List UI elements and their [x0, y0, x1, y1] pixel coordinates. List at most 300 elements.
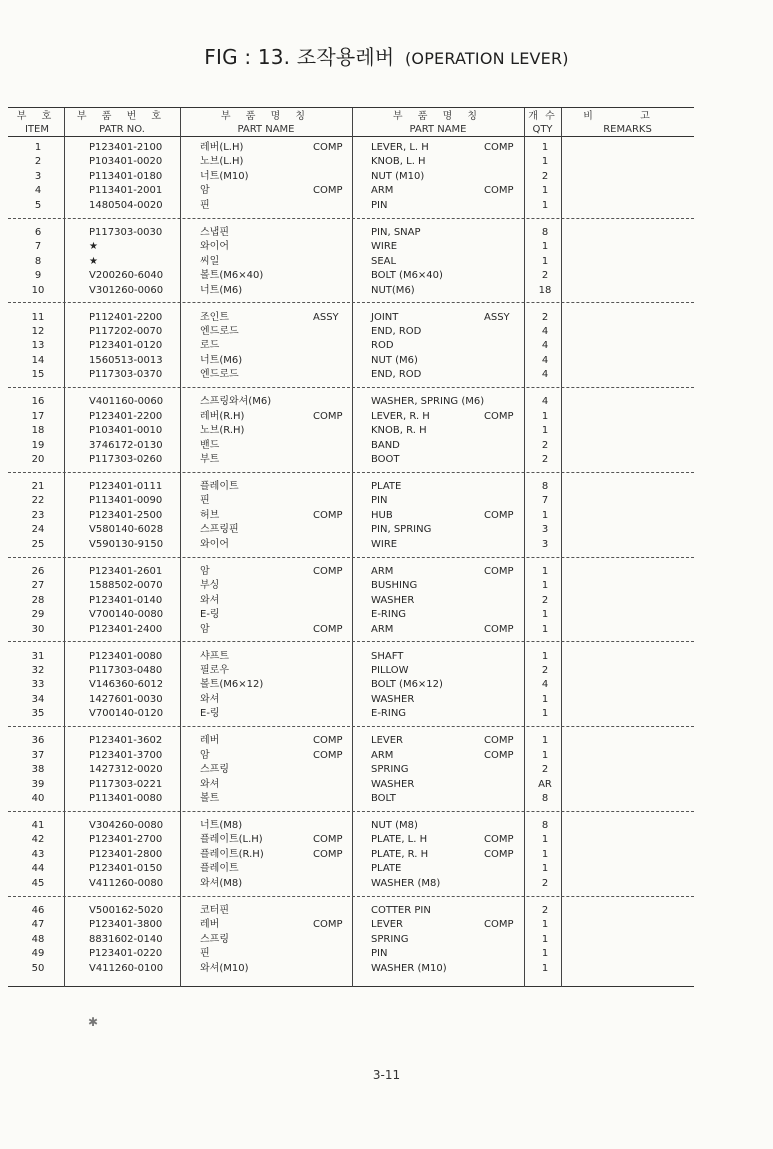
- qty-cell: 2: [541, 764, 549, 776]
- table-row: [0, 947, 773, 961]
- comp-en-cell: COMP: [484, 834, 514, 846]
- qty-cell: 1: [541, 509, 549, 521]
- part-no-cell: 1588502-0070: [89, 580, 163, 592]
- part-no-cell: P117202-0070: [89, 325, 163, 337]
- qty-cell: 7: [541, 495, 549, 507]
- table-row: [0, 424, 773, 438]
- item-cell: 47: [31, 919, 45, 931]
- part-name-en-cell: PIN: [371, 199, 388, 211]
- comp-ko-cell: COMP: [313, 848, 343, 860]
- qty-cell: 1: [541, 933, 549, 945]
- item-cell: 38: [31, 764, 45, 776]
- part-no-cell: V590130-9150: [89, 538, 164, 550]
- part-name-ko-cell: 와셔: [200, 594, 220, 606]
- table-row: [0, 707, 773, 721]
- item-cell: 12: [31, 325, 45, 337]
- item-cell: 1: [34, 142, 42, 153]
- part-no-cell: P123401-0150: [89, 863, 163, 875]
- header-item: 부 호 ITEM: [16, 111, 58, 135]
- table-row: [0, 368, 773, 382]
- table-row: [0, 962, 773, 976]
- part-no-cell: P123401-3700: [89, 749, 163, 761]
- part-no-cell: P123401-0220: [89, 948, 163, 960]
- qty-cell: 18: [538, 284, 552, 296]
- table-row: [0, 608, 773, 622]
- part-name-ko-cell: 플레이트: [200, 481, 239, 492]
- part-name-ko-cell: 필로우: [200, 664, 229, 676]
- item-cell: 50: [31, 962, 45, 974]
- part-name-ko-cell: 레버(R.H): [200, 410, 245, 422]
- item-cell: 36: [31, 735, 45, 747]
- part-name-en-cell: WIRE: [371, 241, 398, 253]
- table-row: [0, 918, 773, 932]
- part-name-ko-cell: 핀: [200, 948, 210, 960]
- part-name-en-cell: WIRE: [371, 538, 398, 550]
- group-separator: [8, 472, 694, 473]
- table-row: [0, 862, 773, 876]
- table-row: [0, 269, 773, 283]
- table-row: [0, 325, 773, 339]
- qty-cell: 2: [541, 454, 549, 466]
- part-name-en-cell: BOOT: [371, 454, 400, 466]
- part-name-en-cell: COTTER PIN: [371, 904, 431, 916]
- qty-cell: 1: [541, 410, 549, 422]
- part-name-ko-cell: 스프링와셔(M6): [200, 396, 272, 408]
- part-name-en-cell: WASHER (M10): [371, 962, 447, 974]
- part-name-en-cell: PIN, SNAP: [371, 226, 421, 238]
- part-name-en-cell: ROD: [371, 340, 394, 352]
- item-cell: 20: [31, 454, 45, 466]
- comp-en-cell: ASSY: [484, 311, 510, 323]
- part-no-cell: 1427601-0030: [89, 693, 163, 705]
- qty-cell: 1: [541, 848, 549, 860]
- part-no-cell: 1560513-0013: [89, 354, 163, 366]
- item-cell: 26: [31, 565, 45, 577]
- part-name-ko-cell: 레버(L.H): [200, 142, 244, 153]
- part-no-cell: P123401-2800: [89, 848, 163, 860]
- part-no-cell: 1427312-0020: [89, 764, 163, 776]
- part-name-ko-cell: 너트(M6): [200, 354, 243, 366]
- qty-cell: 1: [541, 735, 549, 747]
- part-name-en-cell: NUT (M6): [371, 354, 418, 366]
- table-row: [0, 170, 773, 184]
- qty-cell: 4: [541, 340, 549, 352]
- table-row: [0, 579, 773, 593]
- part-name-ko-cell: E-링: [200, 609, 220, 621]
- item-cell: 13: [31, 340, 45, 352]
- qty-cell: 2: [541, 270, 549, 282]
- part-name-ko-cell: 노브(L.H): [200, 156, 244, 168]
- part-no-cell: V301260-0060: [89, 284, 164, 296]
- table-bottom-rule: [8, 986, 694, 987]
- table-row: [0, 819, 773, 833]
- item-cell: 34: [31, 693, 45, 705]
- table-row: [0, 623, 773, 637]
- part-no-cell: P123401-0080: [89, 650, 163, 662]
- comp-ko-cell: COMP: [313, 623, 343, 635]
- part-name-en-cell: PLATE, R. H: [371, 848, 429, 860]
- part-no-cell: P103401-0020: [89, 156, 163, 168]
- part-name-en-cell: WASHER: [371, 594, 415, 606]
- item-cell: 46: [31, 904, 45, 916]
- qty-cell: 4: [541, 679, 549, 691]
- table-row: [0, 763, 773, 777]
- comp-ko-cell: COMP: [313, 834, 343, 846]
- part-no-cell: P117303-0480: [89, 664, 163, 676]
- comp-en-cell: COMP: [484, 565, 514, 577]
- table-row: [0, 255, 773, 269]
- qty-cell: 1: [541, 255, 549, 267]
- part-no-cell: V700140-0120: [89, 708, 164, 720]
- header-qty: 개 수 QTY: [528, 111, 557, 135]
- part-name-en-cell: ARM: [371, 185, 394, 197]
- part-name-ko-cell: 샤프트: [200, 650, 229, 662]
- item-cell: 30: [31, 623, 45, 635]
- part-name-en-cell: END, ROD: [371, 369, 422, 381]
- part-no-cell: P123401-0140: [89, 594, 163, 606]
- part-name-ko-cell: E-링: [200, 708, 220, 720]
- qty-cell: 8: [541, 793, 549, 805]
- table-row: [0, 240, 773, 254]
- part-name-en-cell: SPRING: [371, 764, 409, 776]
- page-number: 3-11: [372, 1068, 401, 1082]
- qty-cell: 1: [541, 834, 549, 846]
- part-name-ko-cell: 와이어: [200, 538, 229, 550]
- item-cell: 35: [31, 708, 45, 720]
- table-row: [0, 933, 773, 947]
- table-row: [0, 664, 773, 678]
- qty-cell: 1: [541, 142, 549, 153]
- part-no-cell: ★: [89, 255, 98, 267]
- part-name-en-cell: KNOB, L. H: [371, 156, 426, 168]
- qty-cell: 8: [541, 820, 549, 831]
- qty-cell: 4: [541, 325, 549, 337]
- qty-cell: 4: [541, 369, 549, 381]
- item-cell: 8: [34, 255, 42, 267]
- part-no-cell: V401160-0060: [89, 396, 164, 408]
- qty-cell: 1: [541, 749, 549, 761]
- part-no-cell: P123401-0111: [89, 481, 163, 492]
- comp-ko-cell: COMP: [313, 735, 343, 747]
- part-no-cell: P123401-2200: [89, 410, 163, 422]
- qty-cell: 4: [541, 396, 549, 408]
- part-name-ko-cell: 레버: [200, 735, 220, 747]
- part-no-cell: P113401-0180: [89, 170, 163, 182]
- item-cell: 24: [31, 524, 45, 536]
- qty-cell: 2: [541, 170, 549, 182]
- part-no-cell: P112401-2200: [89, 311, 163, 323]
- item-cell: 32: [31, 664, 45, 676]
- table-row: [0, 509, 773, 523]
- item-cell: 9: [34, 270, 42, 282]
- part-name-ko-cell: 스냅핀: [200, 226, 229, 238]
- group-separator: [8, 557, 694, 558]
- part-no-cell: P117303-0370: [89, 369, 163, 381]
- qty-cell: 1: [541, 650, 549, 662]
- part-name-ko-cell: 와이어: [200, 241, 229, 253]
- header-part-name-en: 부 품 명 칭 PART NAME: [392, 111, 484, 135]
- part-name-en-cell: NUT (M8): [371, 820, 418, 831]
- part-no-cell: ★: [89, 241, 98, 253]
- part-name-ko-cell: 엔드로드: [200, 369, 239, 381]
- part-name-ko-cell: 밴드: [200, 439, 220, 451]
- item-cell: 33: [31, 679, 45, 691]
- table-row: [0, 155, 773, 169]
- comp-ko-cell: COMP: [313, 185, 343, 197]
- qty-cell: 8: [541, 481, 549, 492]
- part-no-cell: P123401-2601: [89, 565, 163, 577]
- item-cell: 45: [31, 877, 45, 889]
- part-name-en-cell: WASHER (M8): [371, 877, 441, 889]
- part-name-en-cell: SEAL: [371, 255, 397, 267]
- part-name-en-cell: E-RING: [371, 609, 407, 621]
- part-name-en-cell: PIN: [371, 948, 388, 960]
- header-part-no: 부 품 번 호 PATR NO.: [76, 111, 168, 135]
- comp-ko-cell: COMP: [313, 919, 343, 931]
- part-name-en-cell: LEVER: [371, 919, 403, 931]
- part-no-cell: V500162-5020: [89, 904, 164, 916]
- part-name-ko-cell: 핀: [200, 495, 210, 507]
- header-part-name-ko: 부 품 명 칭 PART NAME: [220, 111, 312, 135]
- item-cell: 42: [31, 834, 45, 846]
- part-name-en-cell: ARM: [371, 623, 394, 635]
- item-cell: 40: [31, 793, 45, 805]
- part-name-ko-cell: 허브: [200, 509, 220, 521]
- item-cell: 10: [31, 284, 45, 296]
- part-name-en-cell: ARM: [371, 565, 394, 577]
- part-name-ko-cell: 스프링: [200, 933, 229, 945]
- part-name-ko-cell: 암: [200, 749, 210, 761]
- part-name-ko-cell: 플레이트(L.H): [200, 834, 263, 846]
- table-row: [0, 226, 773, 240]
- qty-cell: 2: [541, 439, 549, 451]
- item-cell: 22: [31, 495, 45, 507]
- part-name-ko-cell: 와셔: [200, 778, 220, 790]
- table-row: [0, 199, 773, 213]
- qty-cell: 3: [541, 524, 549, 536]
- table-row: [0, 410, 773, 424]
- part-name-ko-cell: 너트(M8): [200, 820, 243, 831]
- part-name-en-cell: JOINT: [371, 311, 399, 323]
- part-no-cell: V304260-0080: [89, 820, 164, 831]
- part-no-cell: P117303-0221: [89, 778, 163, 790]
- qty-cell: 1: [541, 863, 549, 875]
- part-no-cell: P113401-0080: [89, 793, 163, 805]
- part-no-cell: 3746172-0130: [89, 439, 163, 451]
- item-cell: 28: [31, 594, 45, 606]
- table-row: [0, 354, 773, 368]
- comp-en-cell: COMP: [484, 749, 514, 761]
- qty-cell: 1: [541, 185, 549, 197]
- part-name-en-cell: NUT(M6): [371, 284, 415, 296]
- qty-cell: 1: [541, 623, 549, 635]
- part-no-cell: P123401-3800: [89, 919, 163, 931]
- comp-ko-cell: COMP: [313, 749, 343, 761]
- part-name-en-cell: BAND: [371, 439, 400, 451]
- qty-cell: 1: [541, 425, 549, 437]
- qty-cell: 3: [541, 538, 549, 550]
- part-name-ko-cell: 스프링: [200, 764, 229, 776]
- table-row: [0, 141, 773, 155]
- table-row: [0, 833, 773, 847]
- part-name-ko-cell: 암: [200, 565, 210, 577]
- qty-cell: 1: [541, 948, 549, 960]
- group-separator: [8, 726, 694, 727]
- comp-ko-cell: COMP: [313, 410, 343, 422]
- item-cell: 27: [31, 580, 45, 592]
- table-row: [0, 693, 773, 707]
- qty-cell: 1: [541, 199, 549, 211]
- item-cell: 23: [31, 509, 45, 521]
- part-no-cell: 8831602-0140: [89, 933, 163, 945]
- part-no-cell: V146360-6012: [89, 679, 164, 691]
- part-name-en-cell: WASHER: [371, 693, 415, 705]
- item-cell: 17: [31, 410, 45, 422]
- table-row: [0, 792, 773, 806]
- group-separator: [8, 387, 694, 388]
- part-no-cell: P113401-2001: [89, 185, 163, 197]
- item-cell: 21: [31, 481, 45, 492]
- part-no-cell: P123401-3602: [89, 735, 163, 747]
- header-bottom-rule: [8, 136, 694, 137]
- part-name-en-cell: PIN, SPRING: [371, 524, 432, 536]
- part-name-en-cell: PLATE: [371, 863, 402, 875]
- part-name-ko-cell: 핀: [200, 199, 210, 211]
- table-row: [0, 538, 773, 552]
- part-no-cell: P123401-2500: [89, 509, 163, 521]
- part-no-cell: V411260-0080: [89, 877, 164, 889]
- part-no-cell: V411260-0100: [89, 962, 164, 974]
- part-name-en-cell: SPRING: [371, 933, 409, 945]
- part-name-ko-cell: 암: [200, 623, 210, 635]
- comp-en-cell: COMP: [484, 919, 514, 931]
- part-name-en-cell: WASHER, SPRING (M6): [371, 396, 485, 408]
- item-cell: 31: [31, 650, 45, 662]
- item-cell: 7: [34, 241, 42, 253]
- table-row: [0, 749, 773, 763]
- table-row: [0, 494, 773, 508]
- part-name-ko-cell: 와셔(M10): [200, 962, 249, 974]
- part-name-ko-cell: 스프링핀: [200, 524, 239, 536]
- item-cell: 11: [31, 311, 45, 323]
- comp-ko-cell: COMP: [313, 142, 343, 153]
- part-name-en-cell: WASHER: [371, 778, 415, 790]
- qty-cell: 1: [541, 609, 549, 621]
- group-separator: [8, 811, 694, 812]
- part-name-en-cell: BOLT (M6×12): [371, 679, 443, 691]
- qty-cell: 2: [541, 664, 549, 676]
- part-no-cell: V700140-0080: [89, 609, 164, 621]
- table-row: [0, 339, 773, 353]
- part-name-ko-cell: 엔드로드: [200, 325, 239, 337]
- item-cell: 48: [31, 933, 45, 945]
- group-separator: [8, 302, 694, 303]
- part-no-cell: P117303-0260: [89, 454, 163, 466]
- comp-en-cell: COMP: [484, 410, 514, 422]
- comp-en-cell: COMP: [484, 142, 514, 153]
- comp-ko-cell: ASSY: [313, 311, 339, 323]
- part-name-en-cell: HUB: [371, 509, 393, 521]
- part-name-ko-cell: 부트: [200, 454, 220, 466]
- qty-cell: 1: [541, 241, 549, 253]
- part-name-en-cell: PILLOW: [371, 664, 409, 676]
- item-cell: 6: [34, 226, 42, 238]
- item-cell: 14: [31, 354, 45, 366]
- table-row: [0, 395, 773, 409]
- part-name-ko-cell: 씨일: [200, 255, 220, 267]
- table-row: [0, 848, 773, 862]
- part-no-cell: P123401-2400: [89, 623, 163, 635]
- part-name-en-cell: BOLT: [371, 793, 396, 805]
- item-cell: 5: [34, 199, 42, 211]
- part-name-en-cell: E-RING: [371, 708, 407, 720]
- item-cell: 2: [34, 156, 42, 168]
- qty-cell: 2: [541, 311, 549, 323]
- qty-cell: 8: [541, 226, 549, 238]
- part-name-ko-cell: 너트(M10): [200, 170, 249, 182]
- item-cell: 41: [31, 820, 45, 831]
- part-no-cell: P117303-0030: [89, 226, 163, 238]
- table-row: [0, 439, 773, 453]
- qty-cell: 1: [541, 919, 549, 931]
- item-cell: 15: [31, 369, 45, 381]
- part-name-ko-cell: 부싱: [200, 580, 220, 592]
- part-name-en-cell: PLATE, L. H: [371, 834, 428, 846]
- part-no-cell: P123401-2100: [89, 142, 163, 153]
- part-no-cell: P123401-0120: [89, 340, 163, 352]
- part-name-ko-cell: 플레이트: [200, 863, 239, 875]
- part-name-ko-cell: 로드: [200, 340, 220, 352]
- table-row: [0, 453, 773, 467]
- part-name-ko-cell: 와셔(M8): [200, 877, 243, 889]
- item-cell: 43: [31, 848, 45, 860]
- part-name-en-cell: KNOB, R. H: [371, 425, 427, 437]
- page-title: [0, 41, 773, 70]
- part-name-ko-cell: 코터핀: [200, 904, 229, 916]
- scan-mark: ✱: [88, 1015, 99, 1029]
- qty-cell: AR: [538, 778, 552, 790]
- part-name-en-cell: PIN: [371, 495, 388, 507]
- comp-en-cell: COMP: [484, 623, 514, 635]
- qty-cell: 4: [541, 354, 549, 366]
- comp-ko-cell: COMP: [313, 565, 343, 577]
- qty-cell: 1: [541, 708, 549, 720]
- group-separator: [8, 218, 694, 219]
- part-no-cell: P103401-0010: [89, 425, 163, 437]
- table-row: [0, 523, 773, 537]
- comp-ko-cell: COMP: [313, 509, 343, 521]
- item-cell: 29: [31, 609, 45, 621]
- qty-cell: 1: [541, 580, 549, 592]
- header-remarks: 비 고 REMARKS: [583, 111, 672, 135]
- qty-cell: 2: [541, 594, 549, 606]
- part-name-en-cell: LEVER, L. H: [371, 142, 429, 153]
- table-row: [0, 778, 773, 792]
- qty-cell: 2: [541, 904, 549, 916]
- fig-title: FIG : 13. 조작용레버: [204, 45, 395, 69]
- part-name-en-cell: END, ROD: [371, 325, 422, 337]
- qty-cell: 1: [541, 156, 549, 168]
- table-row: [0, 734, 773, 748]
- part-name-en-cell: BOLT (M6×40): [371, 270, 443, 282]
- part-name-en-cell: LEVER, R. H: [371, 410, 430, 422]
- fig-subtitle: (OPERATION LEVER): [404, 49, 569, 68]
- table-row: [0, 594, 773, 608]
- part-no-cell: V580140-6028: [89, 524, 164, 536]
- item-cell: 4: [34, 185, 42, 197]
- item-cell: 3: [34, 170, 42, 182]
- part-name-ko-cell: 조인트: [200, 311, 229, 323]
